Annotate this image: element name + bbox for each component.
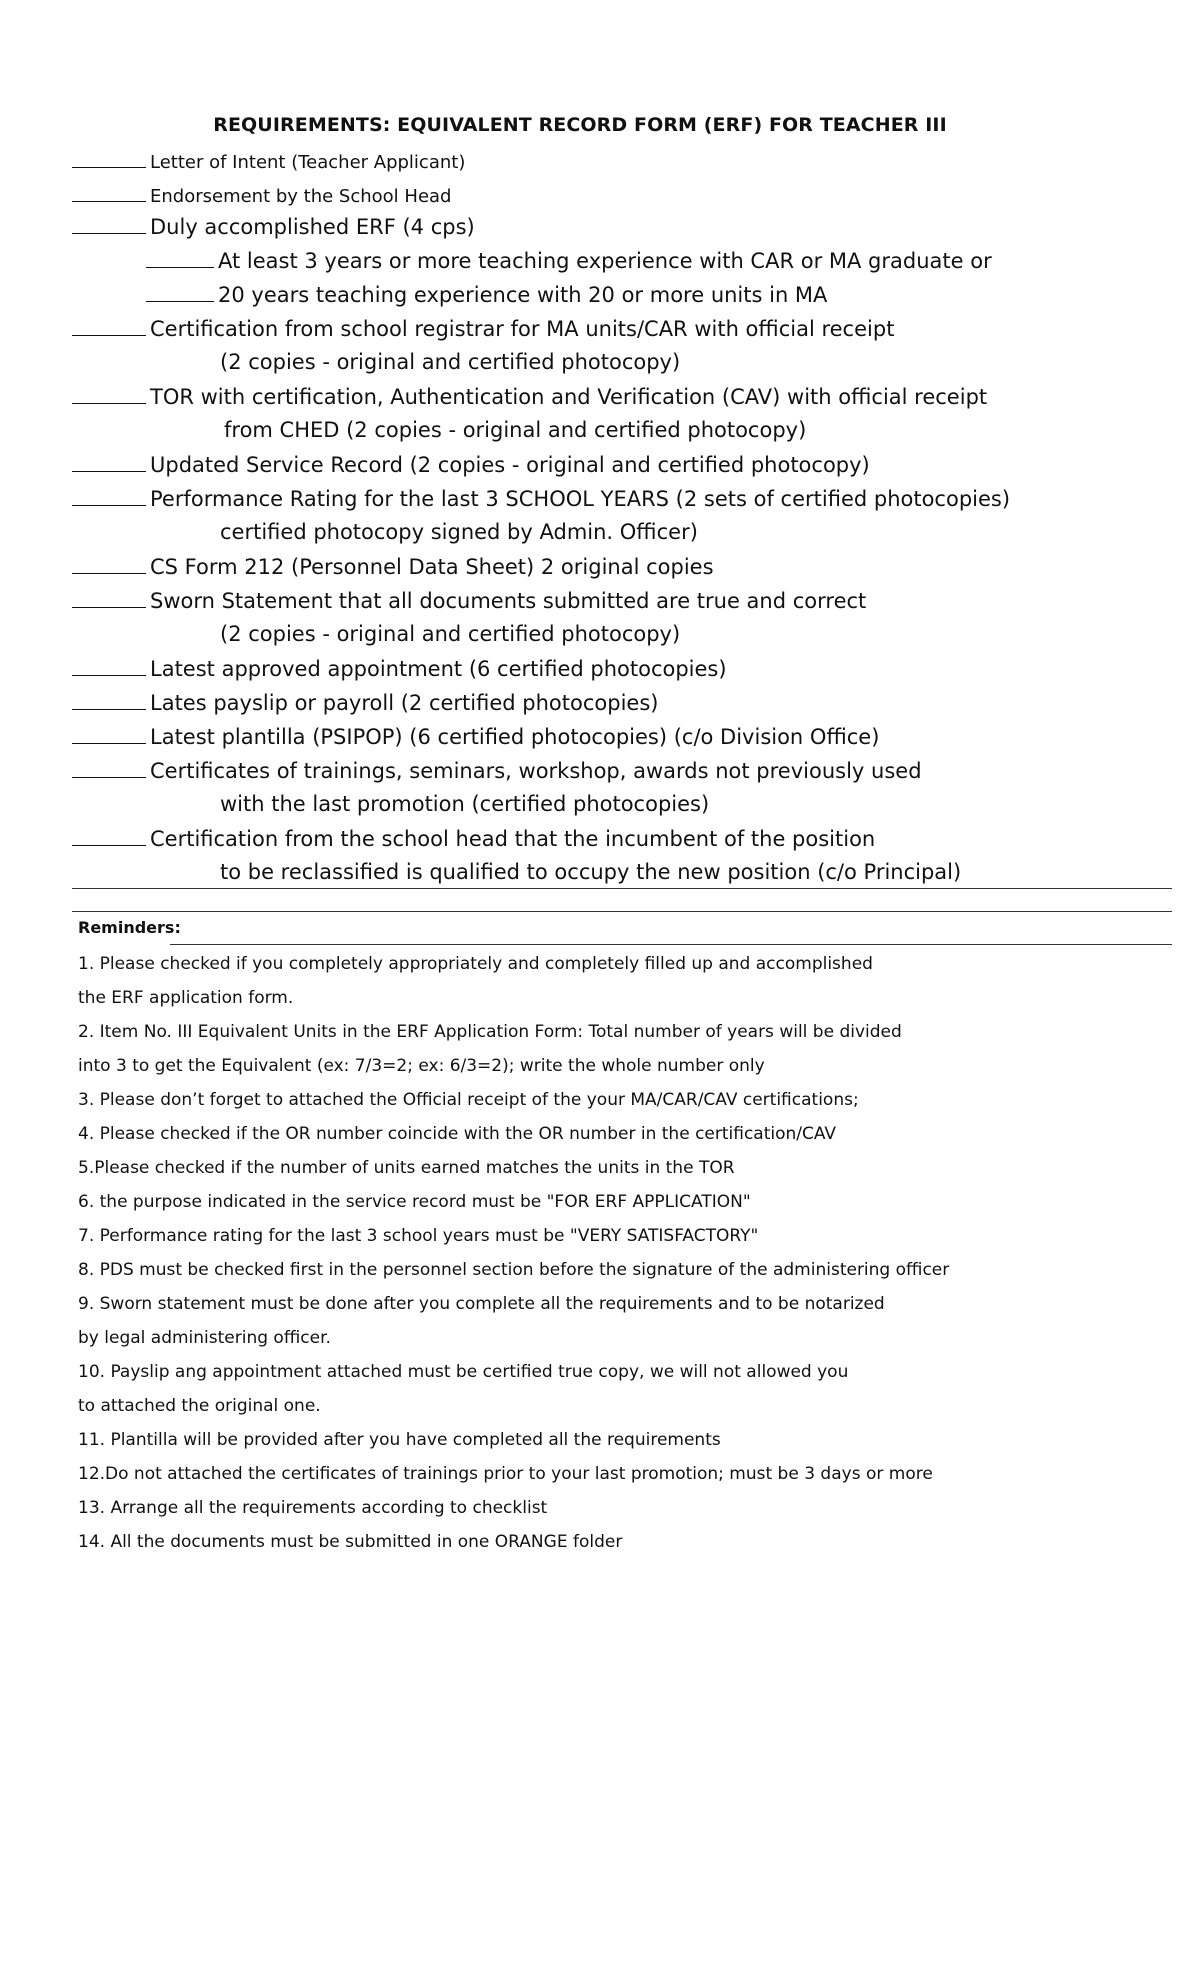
check-blank[interactable] [72, 315, 146, 336]
checklist-item-appointment [72, 655, 727, 682]
checklist-item-payslip [72, 689, 658, 716]
checklist-item-service-record [72, 451, 870, 478]
item-label: Certification from school registrar for MA units/CAR with official receipt [150, 317, 895, 341]
divider [170, 944, 1172, 945]
item-label: Certification from the school head that the incumbent of the position [150, 827, 876, 851]
divider [72, 911, 1172, 912]
checklist-item-letter-of-intent [72, 147, 465, 176]
check-blank[interactable] [72, 689, 146, 710]
check-blank[interactable] [72, 757, 146, 778]
check-blank[interactable] [146, 281, 214, 302]
item-label: Latest approved appointment (6 certified photocopies) [150, 657, 727, 681]
item-label: CS Form 212 (Personnel Data Sheet) 2 original copies [150, 555, 714, 579]
page-title: REQUIREMENTS: EQUIVALENT RECORD FORM (ERF) FOR TEACHER III [213, 114, 947, 136]
reminder-line: 11. Plantilla will be provided after you have completed all the requirements [78, 1430, 721, 1450]
reminder-line: 6. the purpose indicated in the service record must be "FOR ERF APPLICATION" [78, 1192, 751, 1212]
reminders-heading: Reminders: [78, 918, 181, 937]
item-label: Letter of Intent (Teacher Applicant) [150, 152, 466, 173]
checklist-item-continuation: (2 copies - original and certified photocopy) [220, 622, 681, 646]
item-label: Duly accomplished ERF (4 cps) [150, 215, 475, 239]
check-blank[interactable] [146, 247, 214, 268]
reminder-line: 4. Please checked if the OR number coincide with the OR number in the certification/CAV [78, 1124, 837, 1144]
divider [72, 888, 1172, 889]
check-blank[interactable] [72, 181, 146, 202]
check-blank[interactable] [72, 723, 146, 744]
checklist-item-sworn-statement [72, 587, 866, 614]
checklist-subitem-3-years [146, 247, 992, 274]
reminder-line: 7. Performance rating for the last 3 school years must be "VERY SATISFACTORY" [78, 1226, 759, 1246]
check-blank[interactable] [72, 147, 146, 168]
item-label: Certificates of trainings, seminars, workshop, awards not previously used [150, 759, 922, 783]
checklist-item-performance-rating [72, 485, 1010, 512]
item-label: At least 3 years or more teaching experience with CAR or MA graduate or [218, 249, 992, 273]
checklist-item-certificates [72, 757, 922, 784]
reminder-line: 3. Please don’t forget to attached the Official receipt of the your MA/CAR/CAV certifications; [78, 1090, 859, 1110]
checklist-item-registrar-cert [72, 315, 894, 342]
item-label: Performance Rating for the last 3 SCHOOL YEARS (2 sets of certified photocopies) [150, 487, 1011, 511]
reminder-line: 14. All the documents must be submitted in one ORANGE folder [78, 1532, 623, 1552]
reminder-line: 9. Sworn statement must be done after you complete all the requirements and to be notarized [78, 1294, 885, 1314]
item-label: Lates payslip or payroll (2 certified photocopies) [150, 691, 659, 715]
reminder-line: 5.Please checked if the number of units earned matches the units in the TOR [78, 1158, 735, 1178]
check-blank[interactable] [72, 553, 146, 574]
checklist-item-tor [72, 383, 987, 410]
reminder-line: 8. PDS must be checked first in the personnel section before the signature of the administering officer [78, 1260, 950, 1280]
checklist-item-continuation: with the last promotion (certified photocopies) [220, 792, 710, 816]
reminder-line: by legal administering officer. [78, 1328, 331, 1348]
reminder-line: to attached the original one. [78, 1396, 321, 1416]
check-blank[interactable] [72, 587, 146, 608]
item-label: Latest plantilla (PSIPOP) (6 certified photocopies) (c/o Division Office) [150, 725, 880, 749]
checklist-item-continuation: certified photocopy signed by Admin. Officer) [220, 520, 698, 544]
check-blank[interactable] [72, 213, 146, 234]
reminder-line: 2. Item No. III Equivalent Units in the ERF Application Form: Total number of years will be divided [78, 1022, 902, 1042]
checklist-subitem-20-years [146, 281, 827, 308]
check-blank[interactable] [72, 451, 146, 472]
reminder-line: the ERF application form. [78, 988, 294, 1008]
item-label: Updated Service Record (2 copies - original and certified photocopy) [150, 453, 870, 477]
checklist-item-continuation: from CHED (2 copies - original and certified photocopy) [224, 418, 807, 442]
reminder-line: 10. Payslip ang appointment attached must be certified true copy, we will not allowed you [78, 1362, 849, 1382]
item-label: TOR with certification, Authentication and Verification (CAV) with official receipt [150, 385, 988, 409]
item-label: 20 years teaching experience with 20 or more units in MA [218, 283, 828, 307]
check-blank[interactable] [72, 825, 146, 846]
checklist-item-cs-form-212 [72, 553, 714, 580]
checklist-item-endorsement [72, 181, 451, 210]
check-blank[interactable] [72, 383, 146, 404]
checklist-item-continuation: to be reclassified is qualified to occupy the new position (c/o Principal) [220, 860, 962, 884]
checklist-item-plantilla [72, 723, 879, 750]
reminder-line: 1. Please checked if you completely appropriately and completely filled up and accomplished [78, 954, 873, 974]
item-label: Sworn Statement that all documents submitted are true and correct [150, 589, 867, 613]
check-blank[interactable] [72, 655, 146, 676]
checklist-item-continuation: (2 copies - original and certified photocopy) [220, 350, 681, 374]
checklist-item-head-certification [72, 825, 875, 852]
reminder-line: 12.Do not attached the certificates of trainings prior to your last promotion; must be 3 days or more [78, 1464, 933, 1484]
item-label: Endorsement by the School Head [150, 186, 452, 207]
checklist-item-erf [72, 213, 475, 240]
check-blank[interactable] [72, 485, 146, 506]
reminder-line: 13. Arrange all the requirements according to checklist [78, 1498, 548, 1518]
reminder-line: into 3 to get the Equivalent (ex: 7/3=2; ex: 6/3=2); write the whole number only [78, 1056, 765, 1076]
